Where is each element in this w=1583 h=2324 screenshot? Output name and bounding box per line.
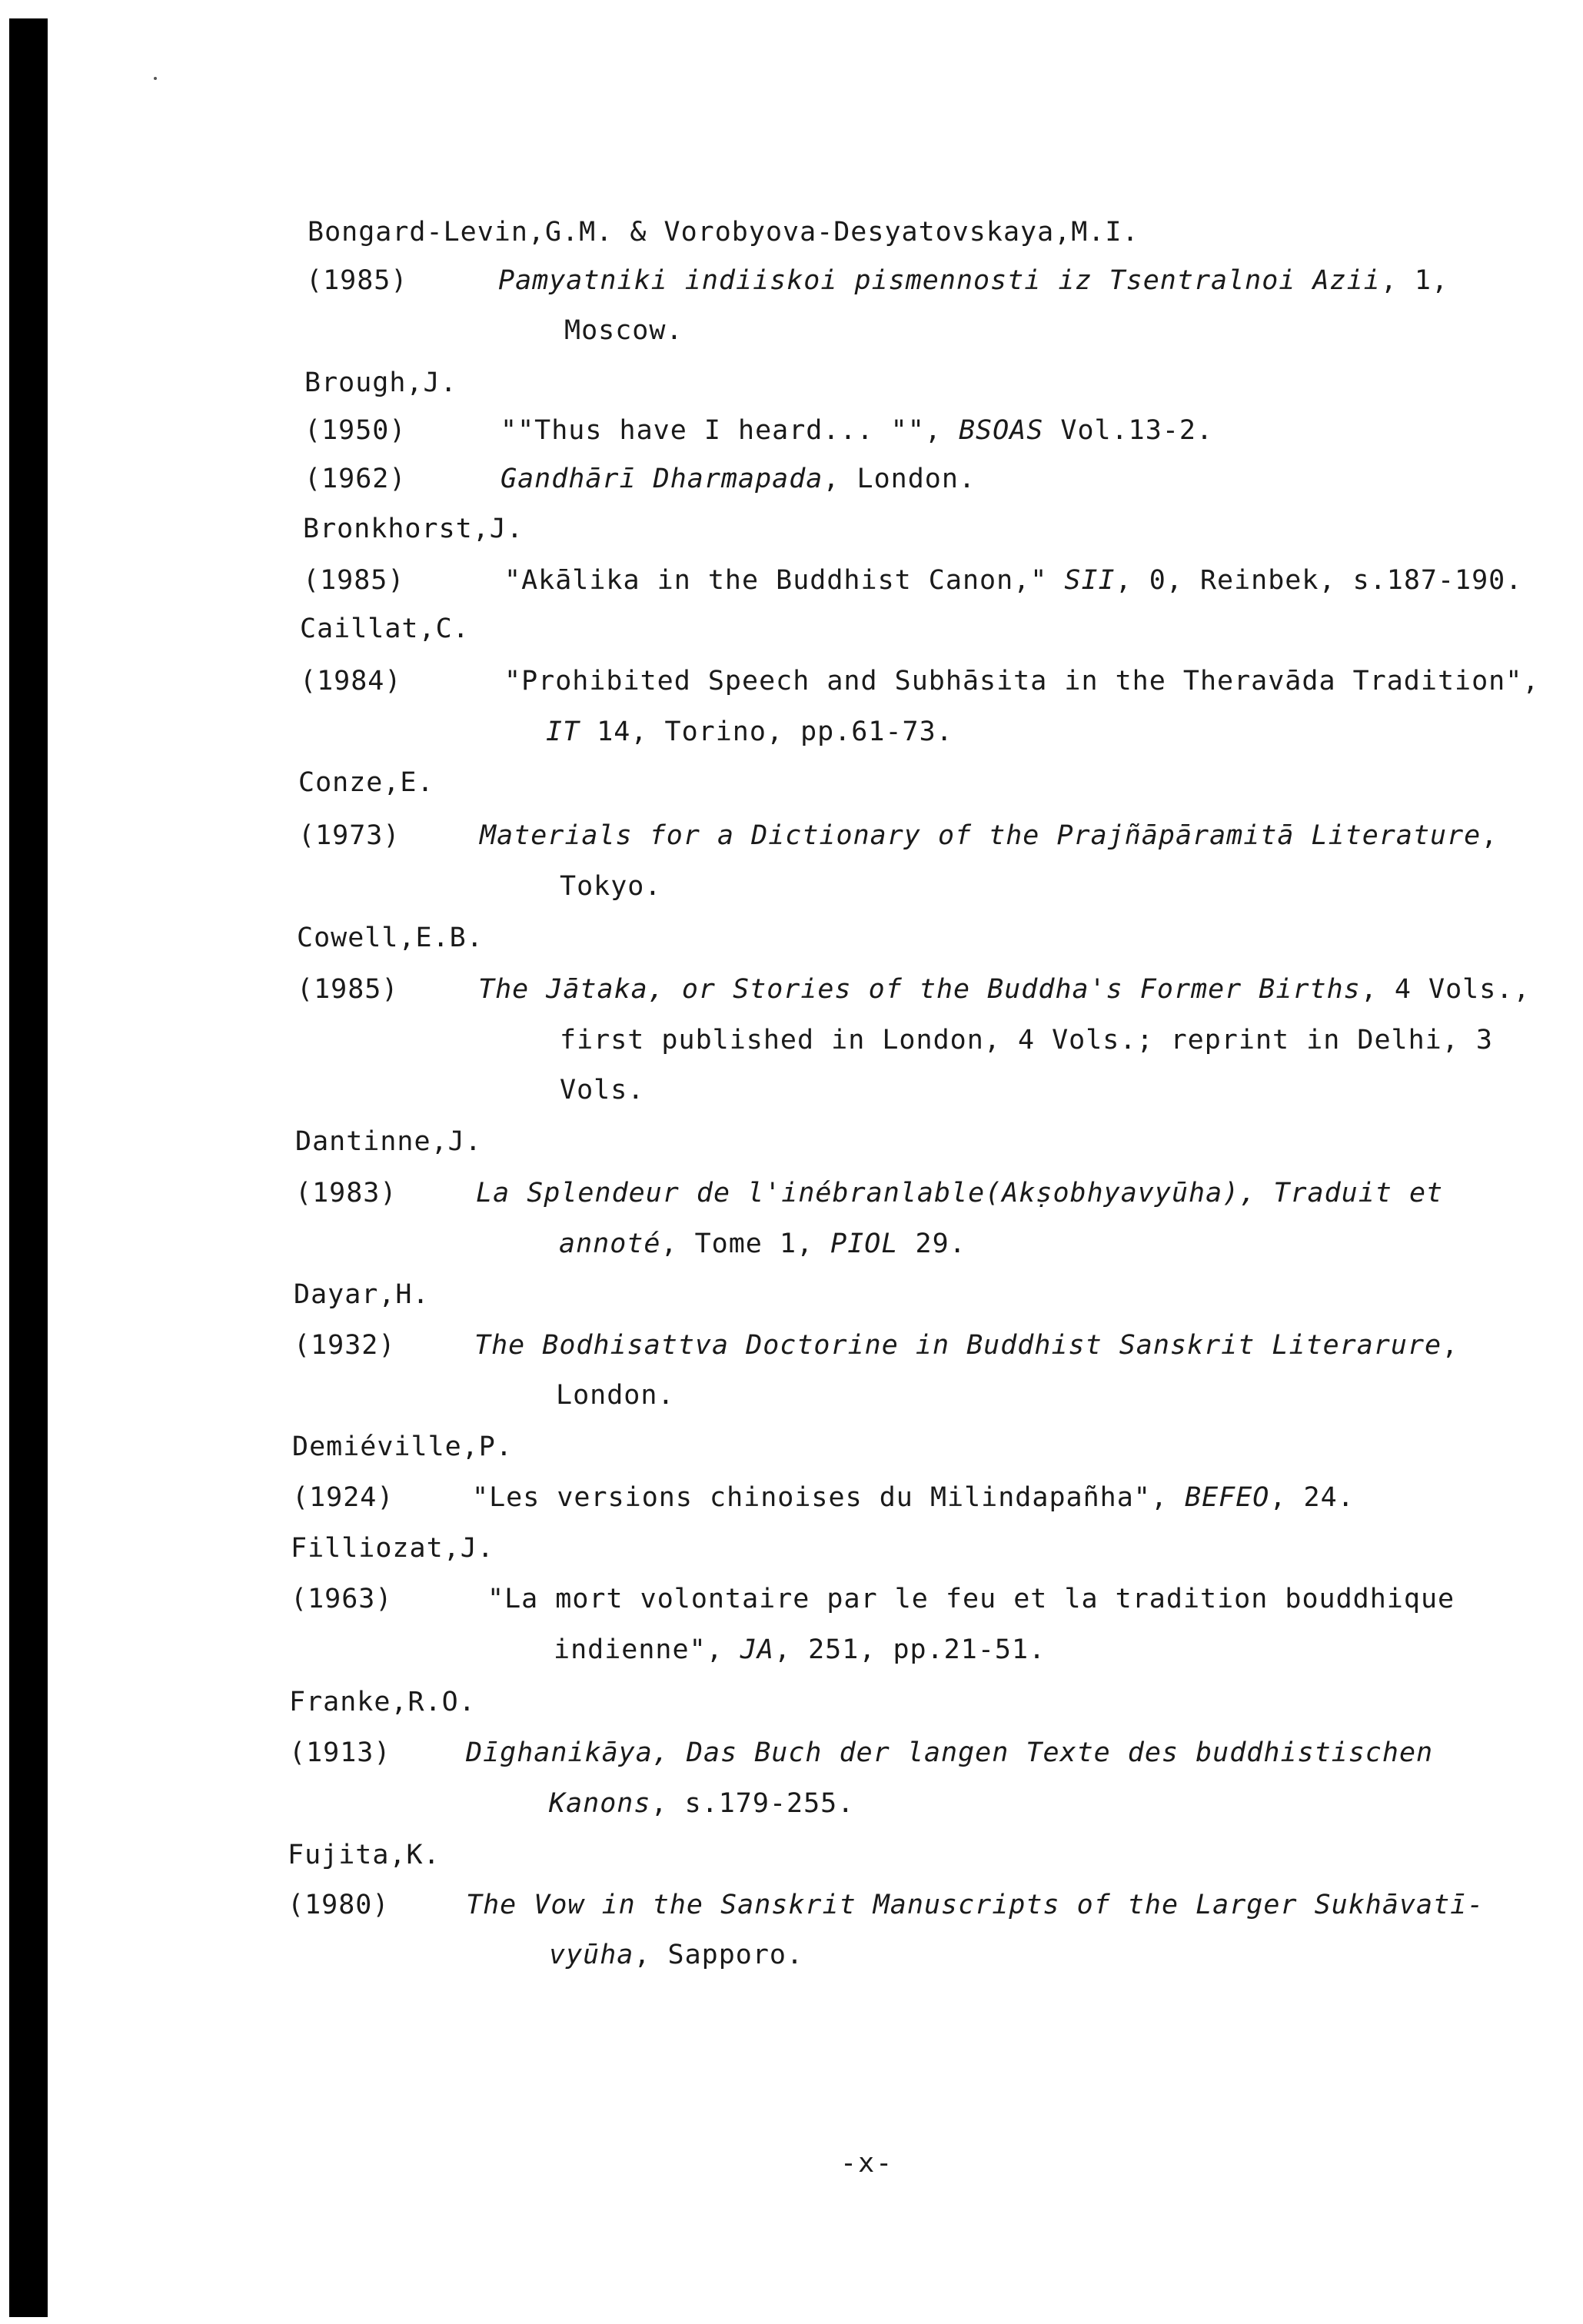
- bib-author: Fujita,K.: [288, 1840, 441, 1870]
- bib-author: Bronkhorst,J.: [303, 514, 524, 544]
- bib-year: (1950): [304, 415, 407, 446]
- scan-edge-shadow: [9, 18, 48, 2317]
- bib-text: Dīghanikāya, Das Buch der langen Texte des buddhistischen Kanons, s.179-255.: [466, 1737, 1434, 1819]
- bib-text: "Prohibited Speech and Subhāsita in the Theravāda Tradition", IT 14, Torino, pp.61-73.: [504, 666, 1540, 747]
- bib-year: (1932): [294, 1330, 396, 1361]
- bib-author: Demiéville,P.: [292, 1431, 513, 1462]
- page-number: -x-: [840, 2148, 894, 2179]
- bib-year: (1983): [295, 1178, 397, 1209]
- bib-year: (1980): [288, 1890, 390, 1920]
- bib-text: La Splendeur de l'inébranlable(Akṣobhyavyūha), Traduit et annoté, Tome 1, PIOL 29.: [476, 1178, 1444, 1259]
- bib-author: Brough,J.: [304, 367, 457, 398]
- bib-author: Cowell,E.B.: [297, 923, 484, 953]
- bib-year: (1962): [304, 464, 407, 494]
- bib-author: Conze,E.: [298, 767, 434, 798]
- bib-text: "Les versions chinoises du Milindapañha", BEFEO, 24.: [472, 1482, 1355, 1513]
- bib-year: (1913): [289, 1737, 391, 1768]
- bib-author: Dayar,H.: [294, 1279, 430, 1310]
- bib-year: (1924): [292, 1482, 394, 1513]
- bib-author: Dantinne,J.: [295, 1126, 482, 1157]
- bib-text: The Bodhisattva Doctorine in Buddhist Sanskrit Literarure, London.: [474, 1330, 1459, 1411]
- bib-text: Materials for a Dictionary of the Prajñāpāramitā Literature, Tokyo.: [480, 820, 1498, 902]
- bib-text: "Akālika in the Buddhist Canon," SII, 0, Reinbek, s.187-190.: [504, 565, 1523, 596]
- bib-text: Gandhārī Dharmapada, London.: [501, 464, 976, 494]
- bib-author: Franke,R.O.: [289, 1687, 476, 1717]
- bib-text: The Vow in the Sanskrit Manuscripts of the Larger Sukhāvatī- vyūha, Sapporo.: [466, 1890, 1485, 1970]
- bib-year: (1984): [300, 666, 402, 697]
- bib-author: Bongard-Levin,G.M. & Vorobyova-Desyatovskaya,M.I.: [308, 217, 1139, 248]
- bib-text: Pamyatniki indiiskoi pismennosti iz Tsentralnoi Azii, 1, Moscow.: [498, 265, 1449, 346]
- bib-year: (1985): [303, 565, 405, 596]
- bib-year: (1985): [306, 265, 408, 296]
- scan-speck: [154, 77, 157, 80]
- bib-text: The Jātaka, or Stories of the Buddha's Former Births, 4 Vols., first published in London, 4 Vols.; reprint in Delhi, 3 Vols.: [478, 974, 1531, 1105]
- bib-author: Caillat,C.: [300, 613, 470, 644]
- bib-text: ""Thus have I heard... "", BSOAS Vol.13-2.: [501, 415, 1214, 446]
- bib-text: "La mort volontaire par le feu et la tradition bouddhique indienne", JA, 251, pp.21-51.: [487, 1584, 1455, 1665]
- bib-author: Filliozat,J.: [291, 1533, 494, 1564]
- bib-year: (1973): [298, 820, 401, 851]
- bib-year: (1985): [297, 974, 399, 1005]
- bib-year: (1963): [291, 1584, 393, 1614]
